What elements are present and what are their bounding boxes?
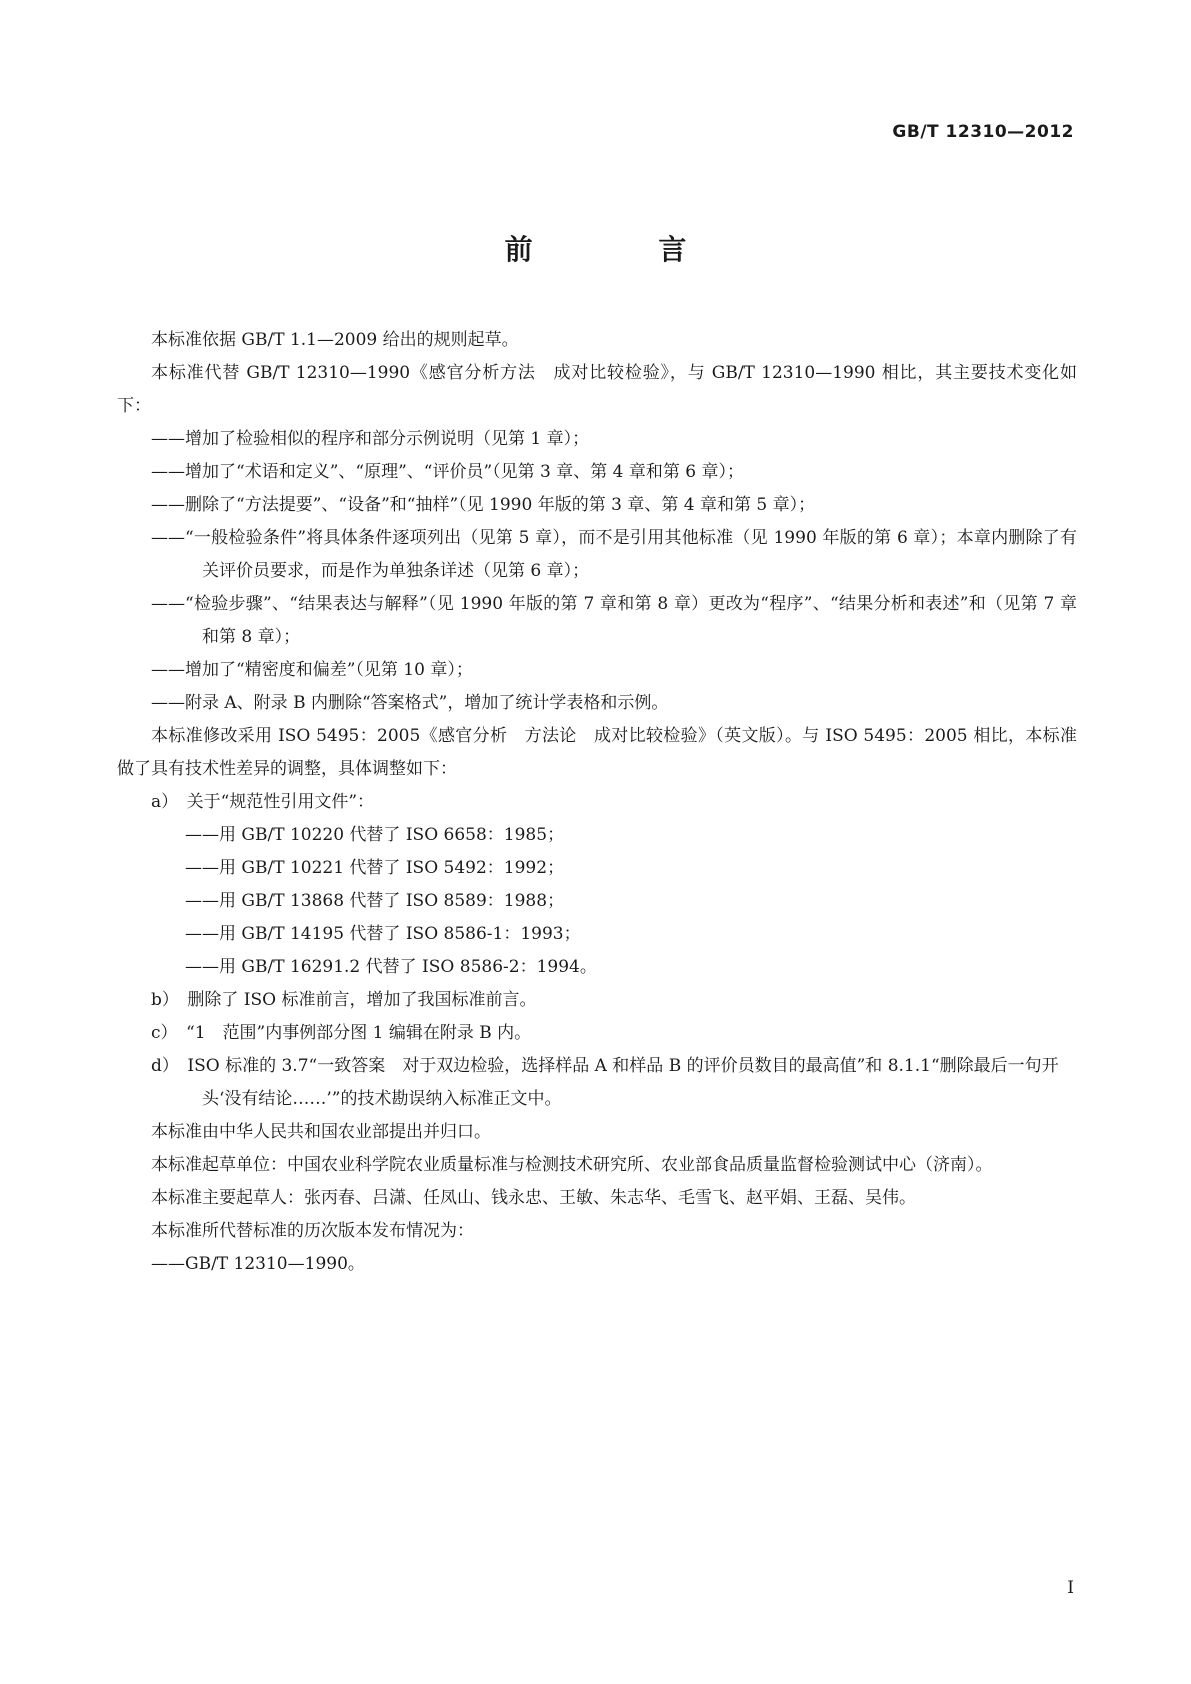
list-item-b: b） 删除了 ISO 标准前言，增加了我国标准前言。 [151, 990, 537, 1010]
list-subitem: ——用 GB/T 13868 代替了 ISO 8589：1988； [185, 891, 565, 911]
list-subitem: ——用 GB/T 14195 代替了 ISO 8586-1：1993； [185, 924, 581, 944]
history-item: ——GB/T 12310—1990。 [151, 1254, 365, 1274]
paragraph-replaces: 本标准代替 GB/T 12310—1990《感官分析方法 成对比较检验》，与 GB/T 12310—1990 相比，其主要技术变化如下： [117, 363, 1077, 416]
list-subitem: ——用 GB/T 10220 代替了 ISO 6658：1985； [185, 825, 565, 845]
change-item: ——增加了检验相似的程序和部分示例说明（见第 1 章）； [151, 429, 590, 449]
change-item: ——“检验步骤”、“结果表达与解释”（见 1990 年版的第 7 章和第 8 章）更改为“程序”、“结果分析和表述”和（见第 7 章和第 8 章）； [151, 594, 1077, 647]
page-title: 前 言 [504, 233, 745, 266]
paragraph-drafting-rules: 本标准依据 GB/T 1.1—2009 给出的规则起草。 [151, 330, 519, 350]
change-item: ——增加了“精密度和偏差”（见第 10 章）； [151, 660, 473, 680]
paragraph-drafting-units: 本标准起草单位：中国农业科学院农业质量标准与检测技术研究所、农业部食品质量监督检验测试中心（济南）。 [151, 1155, 993, 1175]
change-item: ——附录 A、附录 B 内删除“答案格式”，增加了统计学表格和示例。 [151, 693, 669, 713]
change-item: ——删除了“方法提要”、“设备”和“抽样”（见 1990 年版的第 3 章、第 4 章和第 5 章）； [151, 495, 816, 515]
list-item-d: d） ISO 标准的 3.7“一致答案 对于双边检验，选择样品 A 和样品 B 的评价员数目的最高值”和 8.1.1“删除最后一句开头‘没有结论……’”的技术勘误纳入标准正文中。 [151, 1056, 1059, 1109]
list-subitem: ——用 GB/T 10221 代替了 ISO 5492：1992； [185, 858, 565, 878]
change-item: ——“一般检验条件”将具体条件逐项列出（见第 5 章），而不是引用其他标准（见 1990 年版的第 6 章）；本章内删除了有关评价员要求，而是作为单独条详述（见第 6 章）； [151, 528, 1077, 581]
paragraph-iso-adoption: 本标准修改采用 ISO 5495：2005《感官分析 方法论 成对比较检验》（英文版）。与 ISO 5495：2005 相比，本标准做了具有技术性差异的调整，具体调整如下： [117, 726, 1077, 779]
document-body [117, 324, 1077, 1281]
paragraph-drafters: 本标准主要起草人：张丙春、吕潇、任凤山、钱永忠、王敏、朱志华、毛雪飞、赵平娟、王磊、吴伟。 [151, 1188, 916, 1208]
list-item-a: a） 关于“规范性引用文件”： [151, 792, 375, 812]
page-number: I [1067, 1578, 1074, 1598]
document-code: GB/T 12310—2012 [892, 122, 1074, 142]
change-item: ——增加了“术语和定义”、“原理”、“评价员”（见第 3 章、第 4 章和第 6 章）； [151, 462, 745, 482]
paragraph-proposer: 本标准由中华人民共和国农业部提出并归口。 [151, 1122, 491, 1142]
list-item-c: c） “1 范围”内事例部分图 1 编辑在附录 B 内。 [151, 1023, 532, 1043]
list-subitem: ——用 GB/T 16291.2 代替了 ISO 8586-2：1994。 [185, 957, 597, 977]
paragraph-history-intro: 本标准所代替标准的历次版本发布情况为： [151, 1221, 474, 1241]
